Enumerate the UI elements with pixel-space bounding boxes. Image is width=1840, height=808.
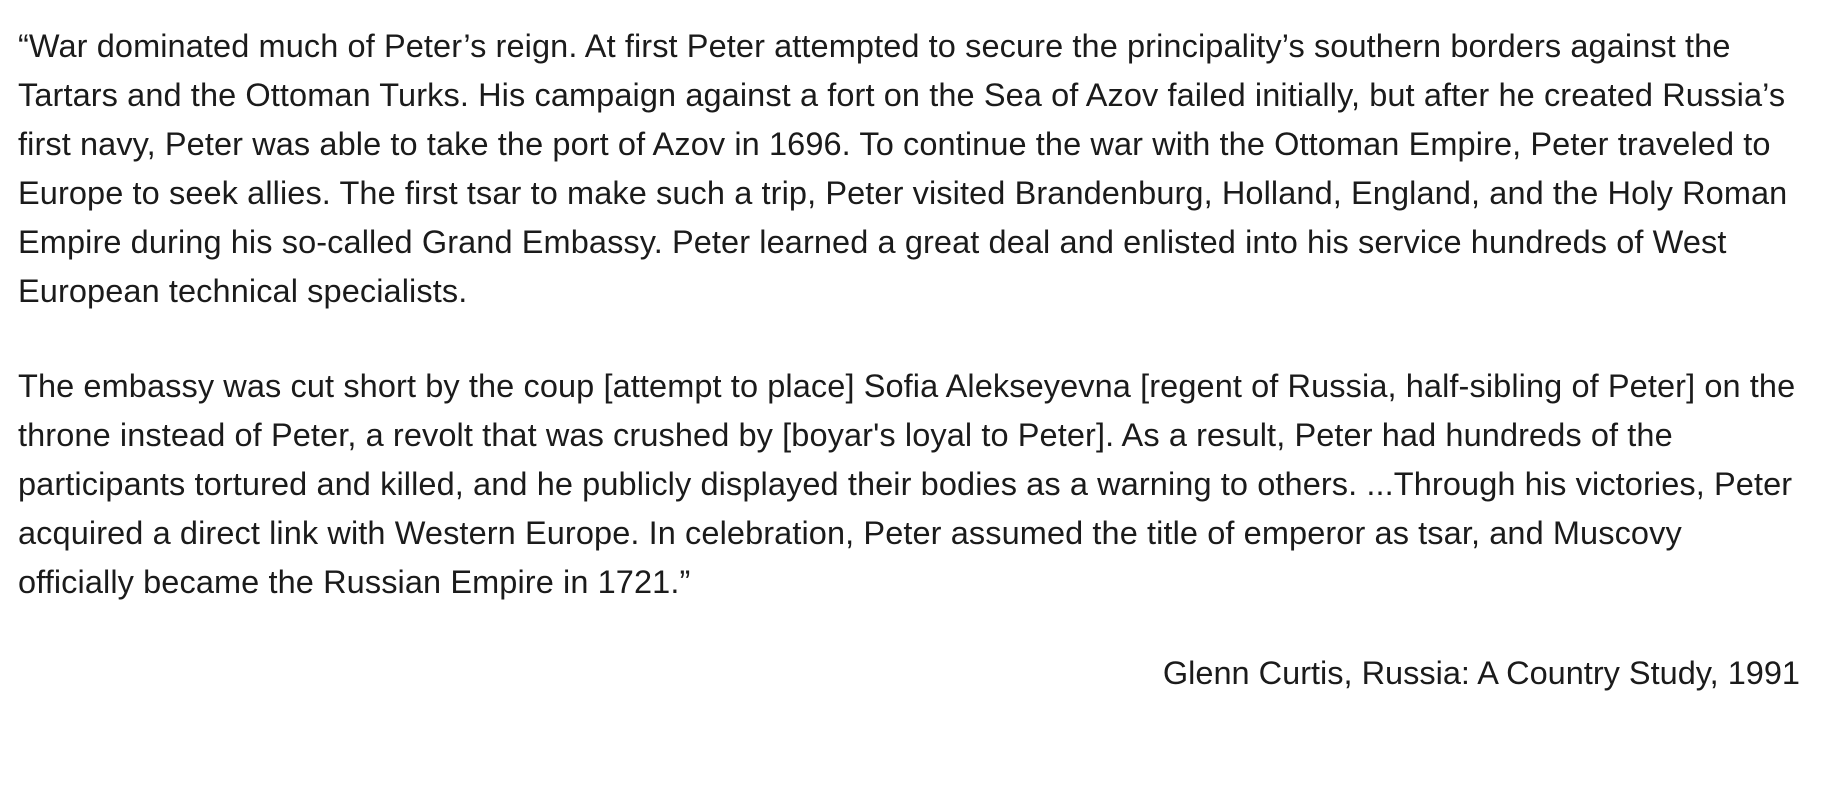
quotation-block: [18, 22, 1804, 607]
quote-paragraph-1: “War dominated much of Peter’s reign. At first Peter attempted to secure the principality’s southern borders against the Tartars and the Ottoman Turks. His campaign against a fort on the Sea of Azov failed initially, but after he created Russia’s first navy, Peter was able to take the port of Azov in 1696. To continue the war with the Ottoman Empire, Peter traveled to Europe to seek allies. The first tsar to make such a trip, Peter visited Brandenburg, Holland, England, and the Holy Roman Empire during his so-called Grand Embassy. Peter learned a great deal and enlisted into his service hundreds of West European technical specialists.: [18, 28, 1788, 309]
quote-paragraph-2: The embassy was cut short by the coup [attempt to place] Sofia Alekseyevna [regent of Russia, half-sibling of Peter] on the throne instead of Peter, a revolt that was crushed by [boyar's loyal to Peter]. As a result, Peter had hundreds of the participants tortured and killed, and he publicly displayed their bodies as a warning to others. ...Through his victories, Peter acquired a direct link with Western Europe. In celebration, Peter assumed the title of emperor as tsar, and Muscovy officially became the Russian Empire in 1721.”: [18, 368, 1796, 600]
source-attribution: Glenn Curtis, Russia: A Country Study, 1991: [1162, 655, 1800, 691]
attribution-row: [18, 651, 1804, 695]
